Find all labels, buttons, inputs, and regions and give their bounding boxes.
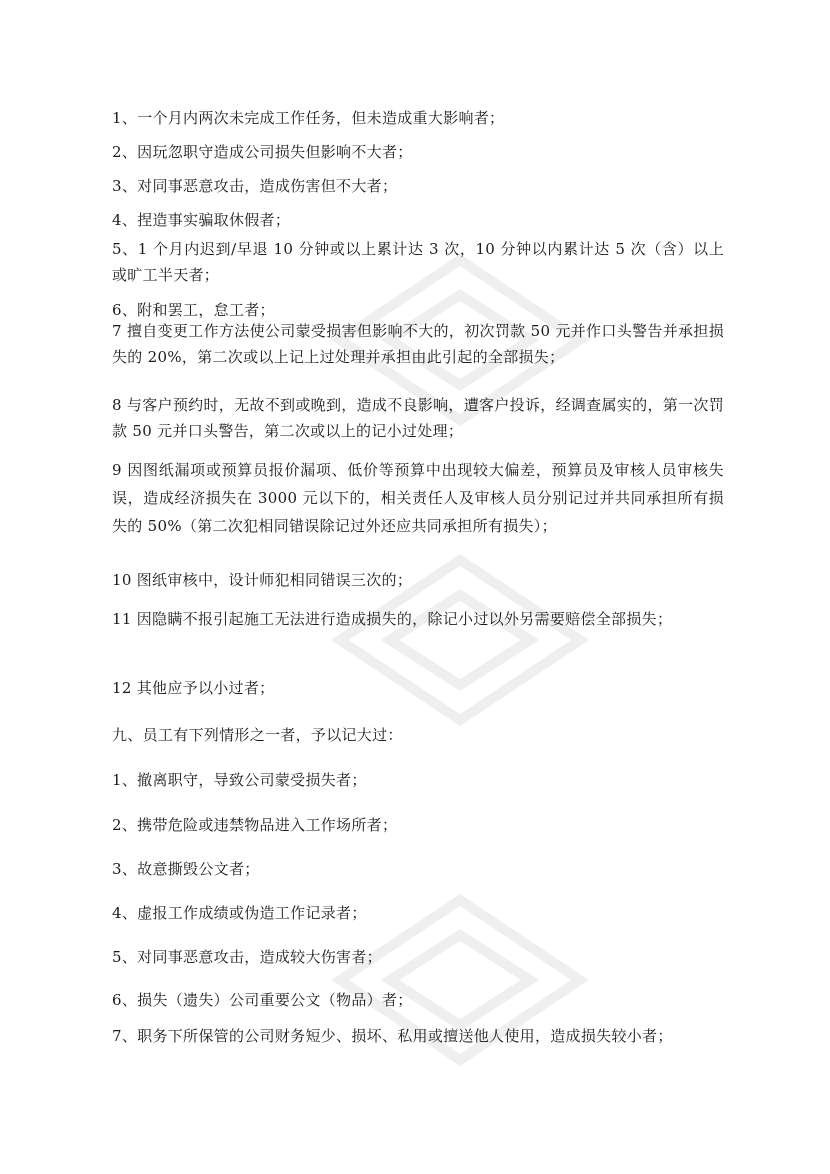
list-item: 1、撤离职守，导致公司蒙受损失者； bbox=[112, 771, 367, 789]
list-item: 9 因图纸漏项或预算员报价漏项、低价等预算中出现较大偏差，预算员及审核人员审核失误，造成经济损失在 3000 元以下的，相关责任人及审核人员分别记过并共同承担所有损失的 50%（第二次犯相同错误除记过外还应共同承担所有损失）； bbox=[112, 461, 724, 535]
list-item: 11 因隐瞒不报引起施工无法进行造成损失的，除记小过以外另需要赔偿全部损失； bbox=[112, 610, 673, 628]
list-item: 3、故意撕毁公文者； bbox=[112, 860, 260, 878]
list-item: 6、损失（遗失）公司重要公文（物品）者； bbox=[112, 991, 413, 1009]
list-item: 5、对同事恶意攻击，造成较大伤害者； bbox=[112, 948, 382, 966]
list-item: 4、虚报工作成绩或伪造工作记录者； bbox=[112, 904, 367, 922]
list-item: 7、职务下所保管的公司财务短少、损坏、私用或擅送他人使用，造成损失较小者； bbox=[112, 1027, 673, 1045]
list-item: 1、一个月内两次未完成工作任务，但未造成重大影响者； bbox=[112, 109, 505, 127]
list-item: 8 与客户预约时，无故不到或晚到，造成不良影响，遭客户投诉，经调查属实的，第一次罚款 50 元并口头警告，第二次或以上的记小过处理； bbox=[112, 396, 724, 440]
list-item: 12 其他应予以小过者； bbox=[112, 679, 275, 697]
list-item: 5、1 个月内迟到/早退 10 分钟或以上累计达 3 次，10 分钟以内累计达 5 次（含）以上或旷工半天者； bbox=[112, 240, 724, 284]
list-item: 2、携带危险或违禁物品进入工作场所者； bbox=[112, 816, 398, 834]
list-item: 2、因玩忽职守造成公司损失但影响不大者； bbox=[112, 143, 413, 161]
list-item: 7 擅自变更工作方法使公司蒙受损害但影响不大的，初次罚款 50 元并作口头警告并承担损失的 20%，第二次或以上记上过处理并承担由此引起的全部损失； bbox=[112, 322, 724, 366]
list-item: 6、附和罢工，怠工者； bbox=[112, 301, 275, 319]
list-item: 4、捏造事实骗取休假者； bbox=[112, 211, 291, 229]
section-heading: 九、员工有下列情形之一者，予以记大过： bbox=[112, 726, 403, 744]
list-item: 3、对同事恶意攻击，造成伤害但不大者； bbox=[112, 177, 398, 195]
list-item: 10 图纸审核中，设计师犯相同错误三次的； bbox=[112, 571, 413, 589]
